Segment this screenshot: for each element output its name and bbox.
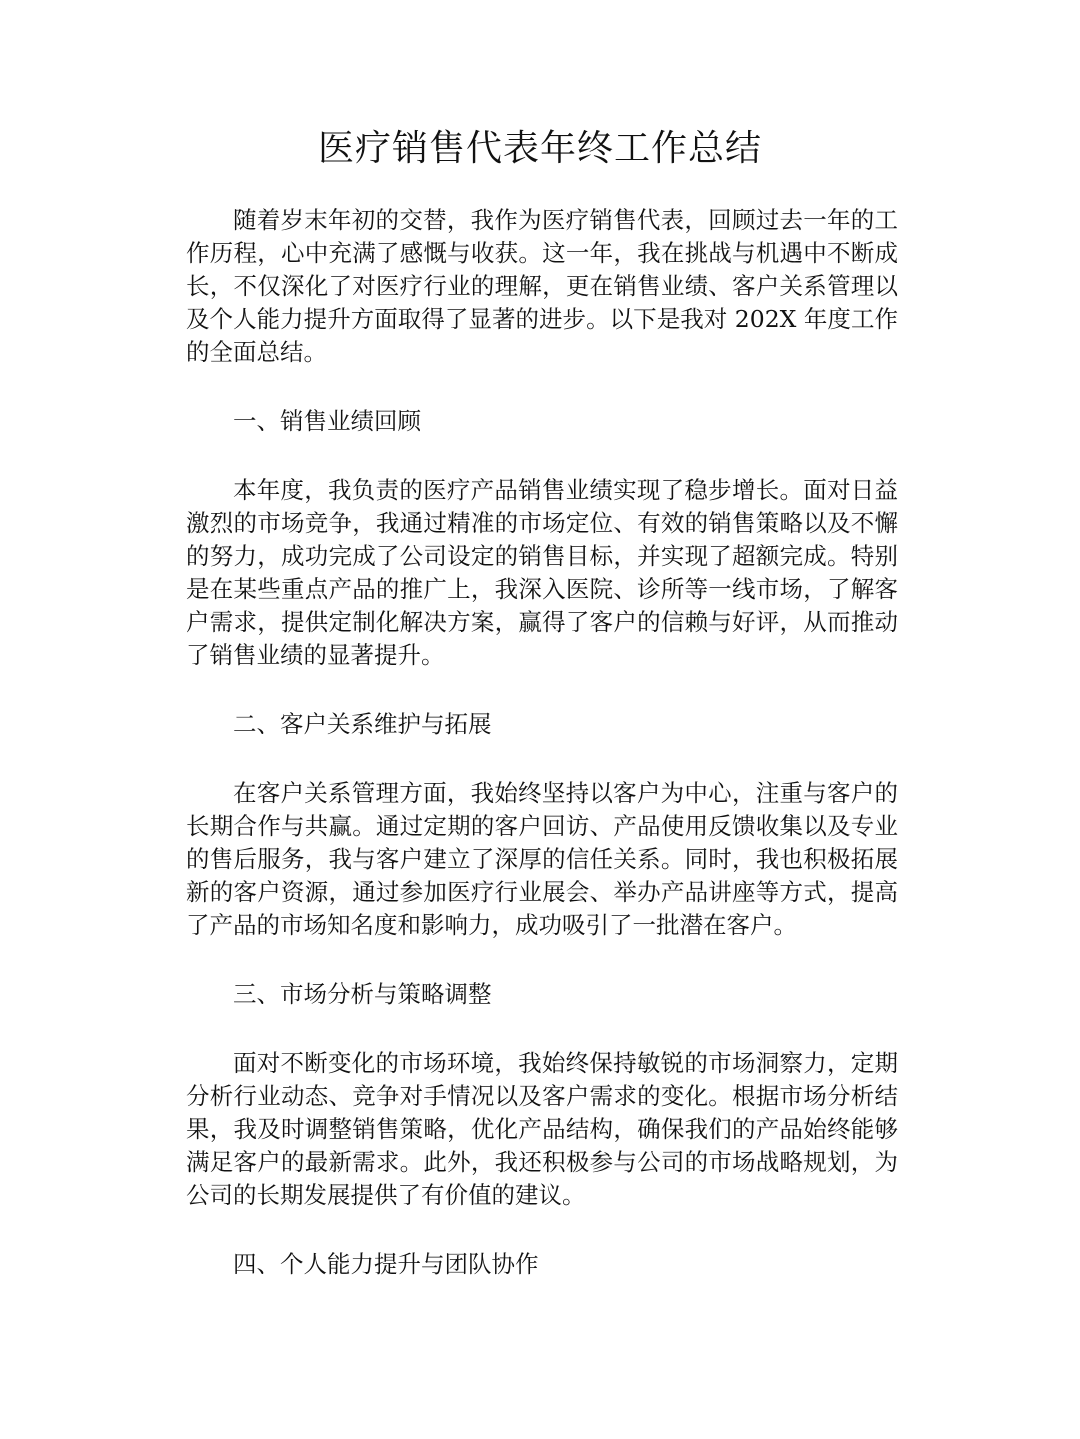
document-title: 医疗销售代表年终工作总结: [317, 128, 762, 169]
section-paragraph-market: 面对不断变化的市场环境，我始终保持敏锐的市场洞察力，定期分析行业动态、竞争对手情况以及客户需求的变化。根据市场分析结果，我及时调整销售策略，优化产品结构，确保我们的产品始终能够满足客户的最新需求。此外，我还积极参与公司的市场战略规划，为公司的长期发展提供了有价值的建议。: [186, 1049, 898, 1209]
section-heading-personal: 四、个人能力提升与团队协作: [233, 1250, 539, 1278]
section-paragraph-sales: 本年度，我负责的医疗产品销售业绩实现了稳步增长。面对日益激烈的市场竞争，我通过精准的市场定位、有效的销售策略以及不懈的努力，成功完成了公司设定的销售目标，并实现了超额完成。特别是在某些重点产品的推广上，我深入医院、诊所等一线市场，了解客户需求，提供定制化解决方案，赢得了客户的信赖与好评，从而推动了销售业绩的显著提升。: [186, 476, 898, 669]
section-paragraph-customer: 在客户关系管理方面，我始终坚持以客户为中心，注重与客户的长期合作与共赢。通过定期的客户回访、产品使用反馈收集以及专业的售后服务，我与客户建立了深厚的信任关系。同时，我也积极拓展新的客户资源，通过参加医疗行业展会、举办产品讲座等方式，提高了产品的市场知名度和影响力，成功吸引了一批潜在客户。: [186, 779, 898, 939]
section-heading-customer: 二、客户关系维护与拓展: [233, 710, 492, 738]
section-heading-sales: 一、销售业绩回顾: [233, 407, 421, 435]
section-heading-market: 三、市场分析与策略调整: [233, 980, 492, 1008]
intro-paragraph: 随着岁末年初的交替，我作为医疗销售代表，回顾过去一年的工作历程，心中充满了感慨与收获。这一年，我在挑战与机遇中不断成长，不仅深化了对医疗行业的理解，更在销售业绩、客户关系管理以及个人能力提升方面取得了显著的进步。以下是我对 202X 年度工作的全面总结。: [186, 206, 898, 366]
document-body: [186, 204, 898, 1281]
